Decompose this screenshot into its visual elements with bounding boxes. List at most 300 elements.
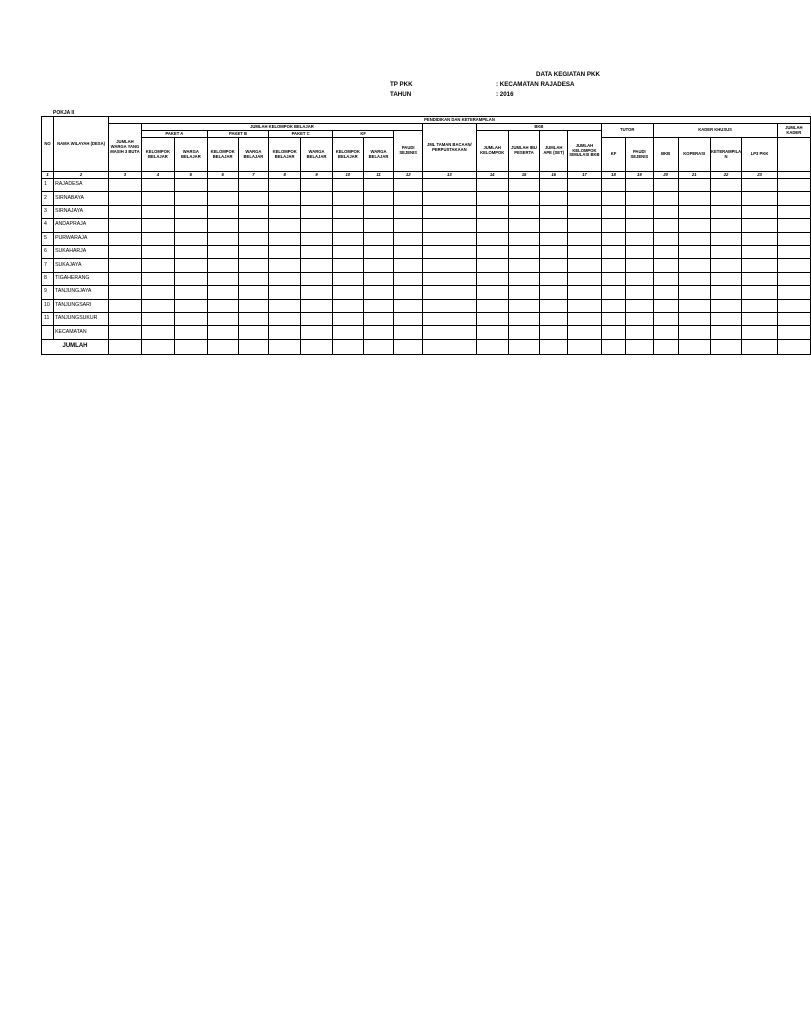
table-cell[interactable] [476,205,508,218]
table-cell[interactable] [269,192,301,205]
table-cell[interactable] [777,232,810,245]
table-cell[interactable] [207,179,238,192]
table-cell[interactable] [678,245,710,258]
table-cell[interactable] [710,312,742,325]
table-cell[interactable] [567,219,601,232]
table-cell[interactable] [269,232,301,245]
table-cell[interactable] [540,219,567,232]
table-cell[interactable] [742,245,777,258]
table-cell[interactable] [508,286,540,299]
table-cell[interactable] [301,179,333,192]
table-cell[interactable] [476,192,508,205]
table-cell[interactable] [301,245,333,258]
table-cell[interactable] [508,245,540,258]
table-cell[interactable] [601,272,625,285]
table-cell[interactable] [332,326,363,339]
total-cell[interactable] [476,339,508,354]
table-cell[interactable] [141,299,174,312]
table-cell[interactable] [678,286,710,299]
table-cell[interactable] [207,205,238,218]
table-cell[interactable] [269,286,301,299]
table-cell[interactable] [238,272,269,285]
table-cell[interactable] [174,192,207,205]
table-row [42,232,811,245]
table-cell[interactable] [567,245,601,258]
total-cell[interactable] [332,339,363,354]
group-kader-khusus: KADER KHUSUS [653,124,777,138]
table-cell[interactable] [332,232,363,245]
table-cell[interactable] [207,299,238,312]
table-cell[interactable] [540,312,567,325]
table-cell[interactable] [301,326,333,339]
table-cell[interactable] [476,326,508,339]
table-cell[interactable] [540,259,567,272]
table-cell[interactable] [363,286,394,299]
table-cell[interactable] [567,232,601,245]
row-number: 7 [42,259,54,272]
table-cell[interactable] [422,232,476,245]
table-cell[interactable] [710,286,742,299]
total-cell[interactable] [567,339,601,354]
table-cell[interactable] [626,326,653,339]
table-cell[interactable] [394,312,423,325]
table-cell[interactable] [269,326,301,339]
total-cell[interactable] [626,339,653,354]
table-cell[interactable] [678,312,710,325]
table-cell[interactable] [332,299,363,312]
table-cell[interactable] [678,259,710,272]
table-cell[interactable] [653,259,678,272]
table-cell[interactable] [174,272,207,285]
table-cell[interactable] [422,219,476,232]
table-cell[interactable] [363,179,394,192]
table-cell[interactable] [476,232,508,245]
table-cell[interactable] [742,192,777,205]
table-cell[interactable] [108,232,141,245]
table-cell[interactable] [141,259,174,272]
total-cell[interactable] [422,339,476,354]
table-cell[interactable] [269,272,301,285]
table-cell[interactable] [777,312,810,325]
table-cell[interactable] [269,179,301,192]
table-cell[interactable] [108,205,141,218]
table-cell[interactable] [508,299,540,312]
table-cell[interactable] [567,179,601,192]
table-cell[interactable] [269,219,301,232]
table-cell[interactable] [508,205,540,218]
table-cell[interactable] [476,219,508,232]
table-cell[interactable] [508,179,540,192]
table-cell[interactable] [476,272,508,285]
table-cell[interactable] [742,312,777,325]
table-cell[interactable] [394,232,423,245]
table-cell[interactable] [476,312,508,325]
table-cell[interactable] [301,219,333,232]
table-cell[interactable] [508,192,540,205]
table-cell[interactable] [508,219,540,232]
table-cell[interactable] [332,286,363,299]
table-cell[interactable] [394,326,423,339]
table-cell[interactable] [567,259,601,272]
table-cell[interactable] [108,326,141,339]
table-cell[interactable] [363,192,394,205]
table-cell[interactable] [363,272,394,285]
table-cell[interactable] [777,259,810,272]
total-cell[interactable] [777,339,810,354]
table-cell[interactable] [653,205,678,218]
table-cell[interactable] [141,272,174,285]
column-number: 10 [332,172,363,179]
table-cell[interactable] [678,179,710,192]
table-cell[interactable] [601,259,625,272]
table-cell[interactable] [476,179,508,192]
table-cell[interactable] [141,232,174,245]
table-cell[interactable] [777,205,810,218]
table-cell[interactable] [108,286,141,299]
table-cell[interactable] [269,299,301,312]
table-cell[interactable] [394,192,423,205]
table-cell[interactable] [742,299,777,312]
table-cell[interactable] [626,299,653,312]
table-cell[interactable] [238,312,269,325]
table-cell[interactable] [626,312,653,325]
table-cell[interactable] [174,299,207,312]
table-cell[interactable] [508,259,540,272]
table-row [42,326,811,339]
paket-b: PAKET B [207,131,268,138]
table-cell[interactable] [508,312,540,325]
column-number: 22 [710,172,742,179]
table-cell[interactable] [540,272,567,285]
table-cell[interactable] [742,179,777,192]
table-cell[interactable] [141,192,174,205]
table-cell[interactable] [363,245,394,258]
table-cell[interactable] [777,179,810,192]
table-cell[interactable] [207,219,238,232]
table-cell[interactable] [710,205,742,218]
table-cell[interactable] [653,232,678,245]
table-cell[interactable] [394,205,423,218]
table-cell[interactable] [626,272,653,285]
table-cell[interactable] [710,245,742,258]
table-cell[interactable] [174,219,207,232]
table-cell[interactable] [422,312,476,325]
table-cell[interactable] [742,326,777,339]
table-cell[interactable] [332,272,363,285]
table-cell[interactable] [422,205,476,218]
table-cell[interactable] [601,312,625,325]
table-cell[interactable] [626,245,653,258]
total-cell[interactable] [678,339,710,354]
table-cell[interactable] [601,299,625,312]
table-cell[interactable] [653,272,678,285]
table-cell[interactable] [710,232,742,245]
table-cell[interactable] [301,192,333,205]
table-cell[interactable] [238,205,269,218]
table-cell[interactable] [508,326,540,339]
total-cell[interactable] [540,339,567,354]
table-cell[interactable] [269,259,301,272]
table-cell[interactable] [540,179,567,192]
table-cell[interactable] [174,312,207,325]
table-cell[interactable] [626,219,653,232]
table-cell[interactable] [777,245,810,258]
table-cell[interactable] [567,192,601,205]
table-cell[interactable] [567,272,601,285]
table-cell[interactable] [601,192,625,205]
table-cell[interactable] [332,245,363,258]
table-cell[interactable] [394,272,423,285]
row-number: 11 [42,312,54,325]
table-cell[interactable] [742,205,777,218]
table-cell[interactable] [508,272,540,285]
table-cell[interactable] [108,312,141,325]
table-cell[interactable] [363,312,394,325]
table-cell[interactable] [332,179,363,192]
table-cell[interactable] [207,312,238,325]
table-cell[interactable] [777,286,810,299]
table-cell[interactable] [626,232,653,245]
table-cell[interactable] [238,245,269,258]
table-cell[interactable] [777,326,810,339]
table-cell[interactable] [238,326,269,339]
table-cell[interactable] [540,245,567,258]
table-cell[interactable] [653,286,678,299]
table-cell[interactable] [601,179,625,192]
table-cell[interactable] [476,245,508,258]
total-cell[interactable] [238,339,269,354]
table-cell[interactable] [108,179,141,192]
table-cell[interactable] [476,286,508,299]
table-cell[interactable] [174,179,207,192]
table-cell[interactable] [422,286,476,299]
table-cell[interactable] [540,192,567,205]
table-cell[interactable] [301,205,333,218]
table-cell[interactable] [777,219,810,232]
table-cell[interactable] [678,192,710,205]
total-cell[interactable] [653,339,678,354]
table-cell[interactable] [678,205,710,218]
table-cell[interactable] [678,232,710,245]
table-cell[interactable] [108,219,141,232]
table-cell[interactable] [269,245,301,258]
total-cell[interactable] [301,339,333,354]
table-cell[interactable] [394,286,423,299]
table-cell[interactable] [301,286,333,299]
table-cell[interactable] [301,299,333,312]
total-cell[interactable] [742,339,777,354]
table-cell[interactable] [174,286,207,299]
table-cell[interactable] [653,179,678,192]
table-cell[interactable] [363,326,394,339]
table-cell[interactable] [601,245,625,258]
table-cell[interactable] [238,259,269,272]
table-cell[interactable] [777,272,810,285]
table-cell[interactable] [332,205,363,218]
table-cell[interactable] [678,219,710,232]
column-number: 9 [301,172,333,179]
table-cell[interactable] [567,286,601,299]
table-row [42,245,811,258]
total-cell[interactable] [174,339,207,354]
table-cell[interactable] [626,179,653,192]
table-cell[interactable] [363,232,394,245]
table-cell[interactable] [742,286,777,299]
table-cell[interactable] [601,232,625,245]
table-cell[interactable] [207,192,238,205]
table-cell[interactable] [301,312,333,325]
table-cell[interactable] [678,272,710,285]
table-cell[interactable] [710,192,742,205]
table-cell[interactable] [653,299,678,312]
table-cell[interactable] [653,192,678,205]
table-cell[interactable] [540,205,567,218]
table-cell[interactable] [141,286,174,299]
table-cell[interactable] [777,192,810,205]
table-cell[interactable] [567,299,601,312]
table-cell[interactable] [394,219,423,232]
total-cell[interactable] [269,339,301,354]
table-cell[interactable] [394,299,423,312]
table-cell[interactable] [540,326,567,339]
table-cell[interactable] [332,219,363,232]
table-cell[interactable] [238,286,269,299]
table-cell[interactable] [540,286,567,299]
table-cell[interactable] [678,326,710,339]
table-cell[interactable] [108,299,141,312]
table-cell[interactable] [363,299,394,312]
table-cell[interactable] [238,299,269,312]
row-number: 9 [42,286,54,299]
total-cell[interactable] [394,339,423,354]
table-cell[interactable] [601,326,625,339]
table-cell[interactable] [141,179,174,192]
table-cell[interactable] [626,205,653,218]
table-cell[interactable] [141,219,174,232]
table-cell[interactable] [363,259,394,272]
table-cell[interactable] [653,245,678,258]
table-cell[interactable] [540,299,567,312]
table-cell[interactable] [742,272,777,285]
table-cell[interactable] [238,179,269,192]
table-cell[interactable] [422,245,476,258]
row-wilayah-name: TANJUNGSARI [54,299,109,312]
table-cell[interactable] [174,326,207,339]
total-cell[interactable] [141,339,174,354]
table-cell[interactable] [207,245,238,258]
total-cell[interactable] [508,339,540,354]
table-cell[interactable] [653,326,678,339]
table-cell[interactable] [422,259,476,272]
table-cell[interactable] [540,232,567,245]
table-cell[interactable] [476,259,508,272]
table-cell[interactable] [422,299,476,312]
table-cell[interactable] [174,259,207,272]
table-cell[interactable] [601,205,625,218]
table-cell[interactable] [567,312,601,325]
total-cell[interactable] [710,339,742,354]
table-cell[interactable] [777,299,810,312]
table-cell[interactable] [742,259,777,272]
table-cell[interactable] [207,286,238,299]
table-cell[interactable] [141,326,174,339]
table-cell[interactable] [567,205,601,218]
table-cell[interactable] [174,205,207,218]
table-cell[interactable] [601,219,625,232]
table-cell[interactable] [332,312,363,325]
table-cell[interactable] [332,192,363,205]
table-cell[interactable] [394,259,423,272]
table-cell[interactable] [567,326,601,339]
table-cell[interactable] [626,286,653,299]
table-cell[interactable] [710,179,742,192]
table-cell[interactable] [269,205,301,218]
table-cell[interactable] [363,219,394,232]
table-cell[interactable] [422,272,476,285]
row-number: 4 [42,219,54,232]
table-cell[interactable] [476,299,508,312]
table-cell[interactable] [710,299,742,312]
table-cell[interactable] [269,312,301,325]
table-cell[interactable] [601,286,625,299]
table-cell[interactable] [141,205,174,218]
total-cell[interactable] [108,339,141,354]
table-cell[interactable] [207,259,238,272]
table-cell[interactable] [174,232,207,245]
table-cell[interactable] [422,326,476,339]
total-cell[interactable] [601,339,625,354]
table-cell[interactable] [422,179,476,192]
table-cell[interactable] [710,259,742,272]
table-cell[interactable] [301,232,333,245]
table-cell[interactable] [626,259,653,272]
table-cell[interactable] [141,245,174,258]
table-cell[interactable] [710,326,742,339]
table-cell[interactable] [108,192,141,205]
table-cell[interactable] [207,232,238,245]
table-cell[interactable] [301,272,333,285]
table-cell[interactable] [301,259,333,272]
table-cell[interactable] [207,272,238,285]
table-cell[interactable] [207,326,238,339]
table-cell[interactable] [238,232,269,245]
table-cell[interactable] [626,192,653,205]
table-cell[interactable] [710,219,742,232]
table-cell[interactable] [141,312,174,325]
table-cell[interactable] [422,192,476,205]
tp-pkk-label: TP PKK [390,81,413,88]
table-cell[interactable] [508,232,540,245]
table-cell[interactable] [238,192,269,205]
total-cell[interactable] [363,339,394,354]
total-cell[interactable] [207,339,238,354]
table-cell[interactable] [653,312,678,325]
table-cell[interactable] [332,259,363,272]
table-cell[interactable] [710,272,742,285]
table-cell[interactable] [108,259,141,272]
table-cell[interactable] [742,232,777,245]
table-cell[interactable] [174,245,207,258]
table-cell[interactable] [742,219,777,232]
table-cell[interactable] [108,245,141,258]
table-cell[interactable] [238,219,269,232]
table-cell[interactable] [678,299,710,312]
table-cell[interactable] [394,245,423,258]
table-cell[interactable] [394,179,423,192]
table-cell[interactable] [363,205,394,218]
table-cell[interactable] [653,219,678,232]
table-cell[interactable] [108,272,141,285]
